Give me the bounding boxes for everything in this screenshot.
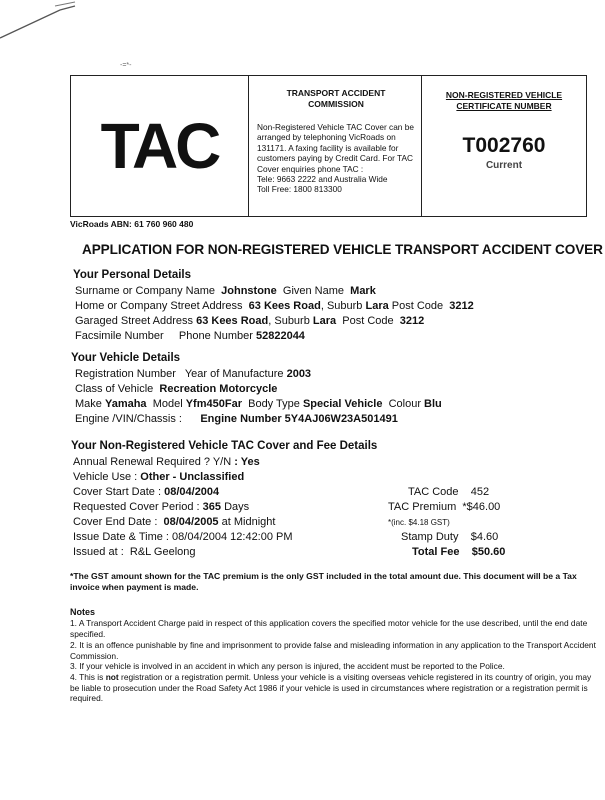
stamp-label: Stamp Duty bbox=[401, 531, 459, 543]
issued-at-value: R&L Geelong bbox=[129, 546, 196, 558]
surname-value: Johnstone bbox=[221, 285, 277, 297]
vehicle-heading: Your Vehicle Details bbox=[71, 352, 181, 364]
tac-logo bbox=[71, 76, 249, 216]
stamp-duty-line bbox=[401, 530, 498, 544]
home-suburb-label: Suburb bbox=[326, 300, 363, 312]
home-postcode-value: 3212 bbox=[449, 300, 474, 312]
given-value: Mark bbox=[350, 285, 376, 297]
total-value: $50.60 bbox=[471, 546, 506, 558]
garaged-address-line: Garaged Street Address 63 Kees Road, Suburb Lara Post Code 3212 bbox=[75, 315, 425, 327]
total-label: Total Fee bbox=[412, 546, 460, 558]
fax-label: Facsimile Number bbox=[75, 330, 164, 342]
garaged-address-value: 63 Kees Road bbox=[196, 315, 269, 327]
garaged-postcode-label: Post Code bbox=[342, 315, 394, 327]
end-date-line bbox=[73, 515, 275, 529]
notes-heading: Notes bbox=[70, 607, 96, 617]
total-fee-line bbox=[412, 545, 505, 559]
garaged-suburb-label: Suburb bbox=[274, 315, 310, 327]
tac-code-label: TAC Code bbox=[408, 486, 459, 498]
garaged-postcode-value: 3212 bbox=[399, 315, 425, 327]
period-unit: Days bbox=[224, 501, 250, 513]
note-4 bbox=[70, 672, 600, 704]
start-date-line bbox=[73, 485, 219, 499]
engine-line bbox=[75, 412, 398, 426]
end-value: 08/04/2005 bbox=[163, 516, 219, 528]
home-address-value: 63 Kees Road bbox=[248, 300, 321, 312]
premium-value: *$46.00 bbox=[462, 501, 501, 513]
year-value: 2003 bbox=[286, 368, 312, 380]
phone-label: Phone Number bbox=[178, 330, 253, 342]
use-label: Vehicle Use : bbox=[73, 471, 138, 483]
make-value: Yamaha bbox=[104, 398, 147, 410]
start-value: 08/04/2004 bbox=[164, 486, 220, 498]
year-label: Year of Manufacture bbox=[184, 368, 284, 380]
start-label: Cover Start Date : bbox=[73, 486, 162, 498]
scan-mark: -=*- bbox=[120, 62, 132, 69]
home-suburb-value: Lara bbox=[365, 300, 389, 312]
end-label: Cover End Date : bbox=[73, 516, 158, 528]
given-label: Given Name bbox=[282, 285, 345, 297]
period-value: 365 bbox=[202, 501, 221, 513]
registration-line bbox=[75, 367, 311, 381]
use-value: Other - Unclassified bbox=[140, 471, 245, 483]
commission-title: TRANSPORT ACCIDENT COMMISSION bbox=[286, 88, 386, 109]
period-label: Requested Cover Period : bbox=[73, 501, 200, 513]
rego-label: Registration Number bbox=[75, 368, 176, 380]
body-label: Body Type bbox=[248, 398, 300, 410]
make-label: Make bbox=[75, 398, 102, 410]
note-2: 2. It is an offence punishable by fine and imprisonment to provide false and misleading information in any application to the Transport Accident Commission. bbox=[70, 640, 596, 661]
class-label: Class of Vehicle bbox=[75, 383, 154, 395]
issue-label: Issue Date & Time : bbox=[73, 531, 169, 543]
commission-tollfree: Toll Free: 1800 813300 bbox=[257, 184, 342, 195]
issue-date-line bbox=[73, 530, 293, 544]
home-postcode-label: Post Code bbox=[391, 300, 444, 312]
model-value: Yfm450Far bbox=[185, 398, 242, 410]
engine-value: Engine Number 5Y4AJ06W23A501491 bbox=[200, 413, 398, 425]
note-4-bold: not bbox=[105, 672, 119, 682]
header-box bbox=[70, 75, 587, 217]
garaged-suburb-value: Lara bbox=[312, 315, 337, 327]
certificate-status: Current bbox=[485, 160, 523, 171]
scan-scratch-mark bbox=[0, 0, 605, 40]
issued-at-line bbox=[73, 545, 196, 559]
premium-line bbox=[388, 500, 500, 514]
contact-line bbox=[75, 329, 305, 343]
class-value: Recreation Motorcycle bbox=[159, 383, 278, 395]
home-label: Home or Company Street Address bbox=[75, 300, 243, 312]
page-title: APPLICATION FOR NON-REGISTERED VEHICLE TRANSPORT ACCIDENT COVER bbox=[82, 242, 603, 257]
note-4-pre: 4. This is bbox=[70, 672, 104, 682]
note-1: 1. A Transport Accident Charge paid in respect of this application covers the specified motor vehicle for the use described, until the end date specified. bbox=[70, 618, 588, 639]
vehicle-use-line bbox=[73, 470, 244, 484]
commission-body: Non-Registered Vehicle TAC Cover can be arranged by telephoning VicRoads on 131171. A faxing facility is available for customers paying by Credit Card. For TAC Cover enquiries phone TAC : bbox=[257, 122, 414, 174]
body-value: Special Vehicle bbox=[302, 398, 383, 410]
note-3: 3. If your vehicle is involved in an accident in which any person is injured, the accident must be reported to the Police. bbox=[70, 661, 505, 671]
garaged-label: Garaged Street Address bbox=[75, 315, 194, 327]
surname-line bbox=[75, 284, 376, 298]
certificate-number: T002760 bbox=[462, 134, 546, 157]
tac-code-value: 452 bbox=[470, 486, 490, 498]
phone-value: 52822044 bbox=[255, 330, 305, 342]
gst-notice: *The GST amount shown for the TAC premium is the only GST included in the total amount due. This document will be a Tax invoice when payment is made. bbox=[70, 571, 577, 592]
home-address-line: Home or Company Street Address 63 Kees Road, Suburb Lara Post Code 3212 bbox=[75, 300, 474, 312]
class-line bbox=[75, 382, 277, 396]
tac-code-line bbox=[408, 485, 489, 499]
renewal-value: : Yes bbox=[234, 456, 260, 468]
gst-note: *(inc. $4.18 GST) bbox=[388, 518, 450, 527]
issue-value: 08/04/2004 12:42:00 PM bbox=[172, 531, 293, 543]
personal-heading: Your Personal Details bbox=[73, 269, 192, 281]
engine-label: Engine /VIN/Chassis : bbox=[75, 413, 182, 425]
cover-heading: Your Non-Registered Vehicle TAC Cover and Fee Details bbox=[71, 440, 378, 452]
issued-at-label: Issued at : bbox=[73, 546, 124, 558]
model-label: Model bbox=[152, 398, 183, 410]
colour-value: Blu bbox=[424, 398, 442, 410]
commission-info bbox=[249, 76, 422, 216]
note-4-post: registration or a registration permit. Unless your vehicle is a visiting overseas vehicle registered in its country of origin, you may be liable to prosecution under the Road Safety Act 1986 if your vehicle is used in circumstances where registration or a registration permit is required. bbox=[70, 672, 592, 704]
certificate-title: NON-REGISTERED VEHICLE CERTIFICATE NUMBER bbox=[445, 90, 563, 111]
certificate-info bbox=[422, 76, 586, 230]
stamp-value: $4.60 bbox=[470, 531, 499, 543]
commission-tele: Tele: 9663 2222 and Australia Wide bbox=[257, 174, 388, 185]
renewal-label: Annual Renewal Required ? Y/N bbox=[73, 456, 232, 468]
tac-logo-text: TAC bbox=[100, 110, 219, 182]
colour-label: Colour bbox=[388, 398, 421, 410]
vicroads-abn: VicRoads ABN: 61 760 960 480 bbox=[70, 219, 194, 229]
surname-label: Surname or Company Name bbox=[75, 285, 216, 297]
period-line bbox=[73, 500, 249, 514]
premium-label: TAC Premium bbox=[388, 501, 457, 513]
renewal-line bbox=[73, 455, 260, 469]
end-suffix: at Midnight bbox=[221, 516, 276, 528]
make-line bbox=[75, 397, 442, 411]
